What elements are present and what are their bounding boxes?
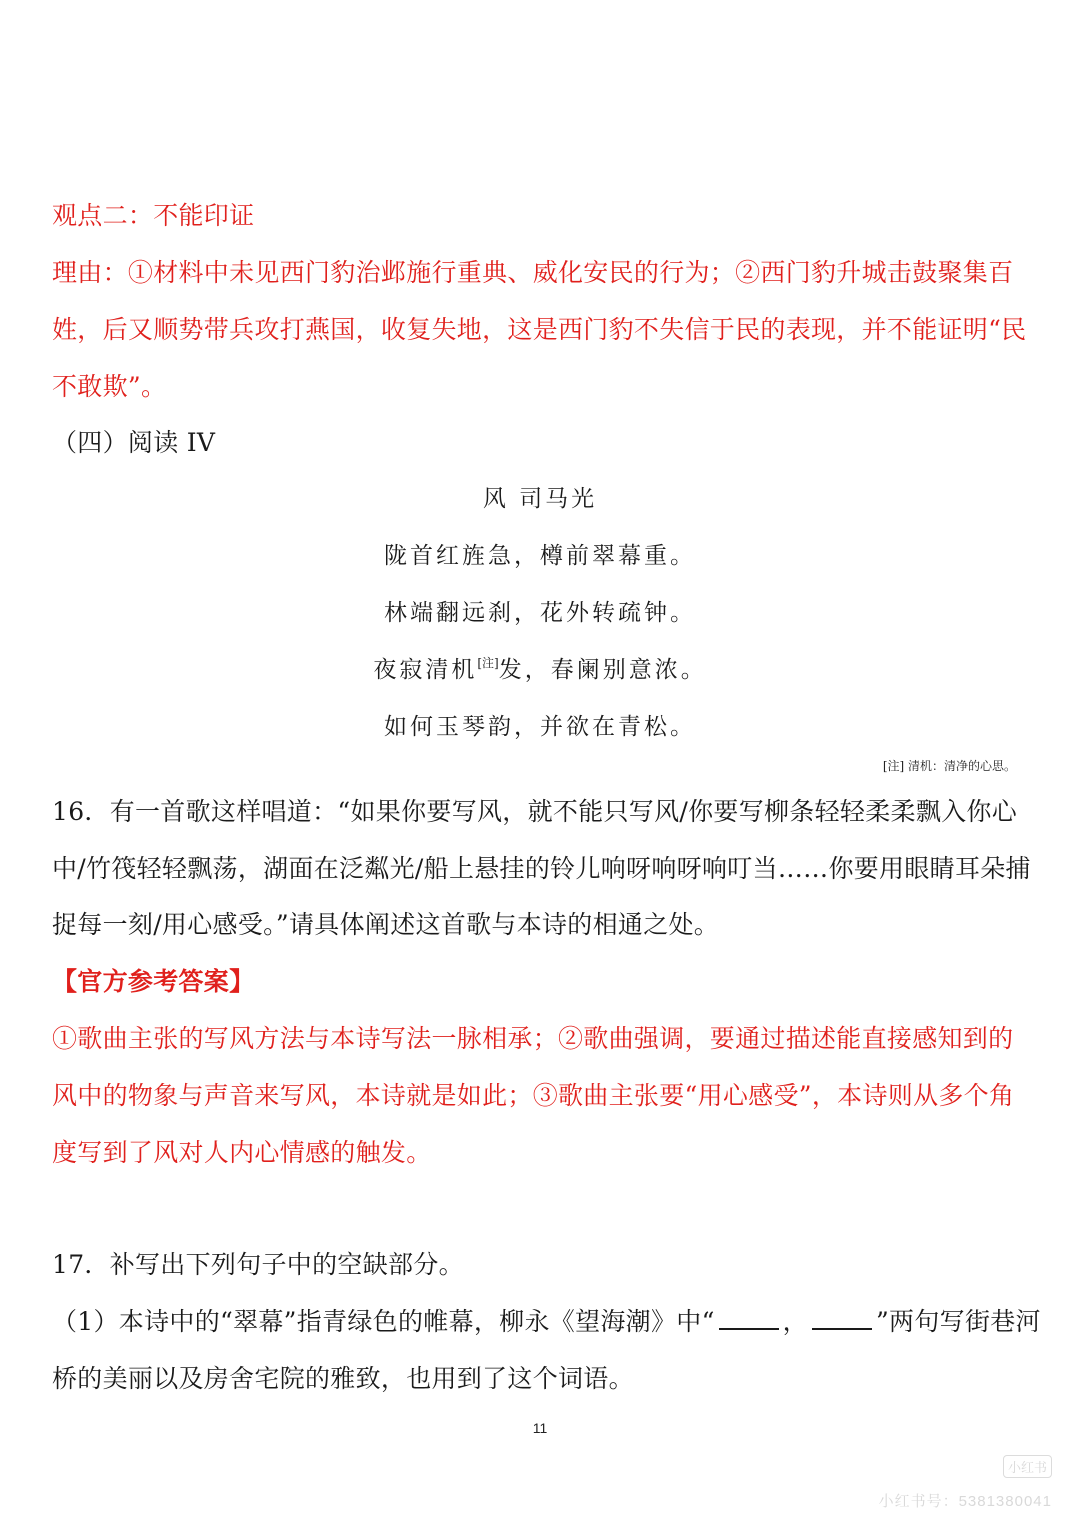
answer-label: 【官方参考答案】 [52,967,255,996]
poem-line-text: 发，春阑别意浓。 [498,657,707,683]
section-four-heading: （四）阅读 IV [52,428,216,457]
poem-note-marker: [注] [477,656,499,670]
question-17-heading: 17．补写出下列句子中的空缺部分。 [52,1250,464,1279]
question-16-line: 16．有一首歌这样唱道：“如果你要写风，就不能只写风/你要写柳条轻轻柔柔飘入你心 [52,797,1018,826]
answer-16-line: ①歌曲主张的写风方法与本诗写法一脉相承；②歌曲强调，要通过描述能直接感知到的 [52,1024,1014,1053]
poem-line: 陇首红旌急，樽前翠幕重。 [384,543,696,569]
answer-16-line: 风中的物象与声音来写风，本诗就是如此；③歌曲主张要“用心感受”，本诗则从多个角 [52,1081,1015,1110]
question-16-line: 捉每一刻/用心感受。”请具体阐述这首歌与本诗的相通之处。 [52,910,720,939]
poem-line [0,653,1080,690]
poem-line: 林端翻远刹，花外转疏钟。 [384,600,696,626]
question-17-sub1-line: 桥的美丽以及房舍宅院的雅致，也用到了这个词语。 [52,1364,634,1393]
page-number: 11 [532,1420,548,1436]
watermark-id: 小红书号：5381380041 [878,1493,1052,1510]
poem-title: 风 司马光 [482,486,598,512]
question-17-sub1-line [52,1305,1041,1339]
watermark-logo: 小红书 [1003,1455,1052,1478]
poem-annotation: [注] 清机：清净的心思。 [882,759,1016,773]
fill-in-blank[interactable] [812,1306,872,1330]
poem-line: 如何玉琴韵，并欲在青松。 [384,714,696,740]
question-16-line: 中/竹筏轻轻飘荡，湖面在泛粼光/船上悬挂的铃儿响呀响呀响叮当……你要用眼睛耳朵捕 [52,854,1031,883]
question-17-text: （1）本诗中的“翠幕”指青绿色的帷幕，柳永《望海潮》中“ [52,1307,715,1336]
viewpoint-two-heading: 观点二：不能印证 [52,201,255,230]
answer-16-line: 度写到了风对人内心情感的触发。 [52,1138,432,1167]
viewpoint-two-reason-line: 姓，后又顺势带兵攻打燕国，收复失地，这是西门豹不失信于民的表现，并不能证明“民 [52,315,1027,344]
fill-in-blank[interactable] [719,1306,779,1330]
viewpoint-two-reason-line: 不敢欺”。 [52,372,167,401]
viewpoint-two-reason-line: 理由：①材料中未见西门豹治邺施行重典、威化安民的行为；②西门豹升城击鼓聚集百 [52,258,1014,287]
poem-line-text: 夜寂清机 [373,657,478,683]
question-17-text: ， [782,1307,808,1336]
question-17-text: ”两句写街巷河 [875,1307,1041,1336]
